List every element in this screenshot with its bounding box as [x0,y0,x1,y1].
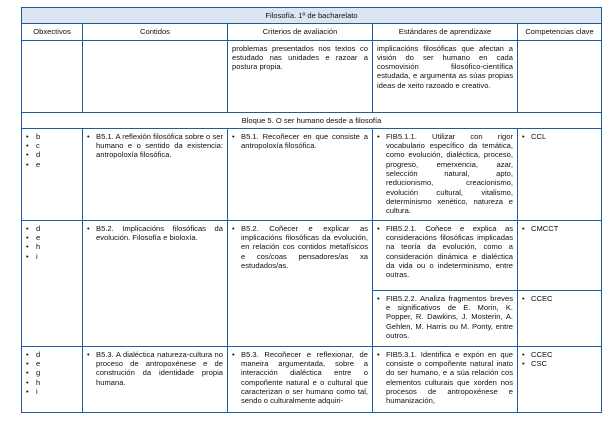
competences-cell [518,346,602,412]
contents-cell [83,346,228,412]
contents-cell [83,220,228,346]
criterion-cell [228,346,373,412]
table-title: Filosofía. 1º de bacharelato [22,8,602,24]
objectives-cell [22,220,83,346]
criterion-cell [228,128,373,220]
objectives-cell [22,128,83,220]
standard-cell [373,346,518,412]
objective-item: • c [26,141,78,150]
standard-text: • FIB5.2.2. Analiza fragmentos breves e significativos de E. Morin, K. Popper, R. Dawkins, J. Mosterin, A. Gehlen, M. Harris ou M. Ponty, entre outros. [377,294,513,340]
standard-text: • FIB5.1.1. Utilizar con rigor vocabulario específico da temática, como evolución, dialéctica, proceso, progreso, emerxencia, azar, selección natural, apto, reducionismo, creacionismo, evolución cultural, vitalismo, determinismo xenético, natureza e cultura. [377,132,513,216]
column-header-competences: Competencias clave [518,24,602,40]
objective-item: • b [26,132,78,141]
standard-cell [373,290,518,346]
table-row [22,346,602,412]
objective-item: • i [26,252,78,261]
continuation-competences [518,40,602,112]
continuation-criterion: problemas presentados nos textos co estudado nas unidades e razoar a postura propia. [228,40,373,112]
block-row [22,112,602,128]
objectives-cell [22,346,83,412]
contents-text: • B5.2. Implicacións filosóficas da evolución. Filosofía e bioloxía. [87,224,223,243]
continuation-contents [83,40,228,112]
contents-text: • B5.1. A reflexión filosófica sobre o ser humano e o sentido da existencia: antropoloxía filosófica. [87,132,223,160]
column-header-row [22,24,602,40]
continuation-row [22,40,602,112]
objective-item: • d [26,350,78,359]
curriculum-page [21,7,601,413]
column-header-standards: Estándares de aprendizaxe [373,24,518,40]
standard-cell [373,128,518,220]
standard-text: • FIB5.2.1. Coñece e explica as consideracións filosóficas implicadas na teoría da evolución, como a consideración dinámica e dialéctica da vida ou o indeterminismo, entre outras. [377,224,513,280]
objective-item: • h [26,242,78,251]
table-row [22,220,602,290]
competence-item: • CMCCT [522,224,597,233]
criterion-text: • B5.2. Coñecer e explicar as implicacións filosóficas da evolución, en relación cos contidos metafísicos e cos/coas pensadores/as xa estudados/as. [232,224,368,270]
contents-text: • B5.3. A dialéctica natureza-cultura no proceso de antropoxénese e de construción da identidade propia humana. [87,350,223,387]
objective-item: • h [26,378,78,387]
contents-cell [83,128,228,220]
curriculum-table [21,7,602,413]
objective-item: • e [26,233,78,242]
competence-item: • CSC [522,359,597,368]
objective-item: • e [26,160,78,169]
competence-item: • CCEC [522,350,597,359]
objective-item: • i [26,387,78,396]
criterion-cell [228,220,373,346]
title-row [22,8,602,24]
table-row [22,128,602,220]
standard-cell [373,220,518,290]
objective-item: • e [26,359,78,368]
competences-cell [518,290,602,346]
competence-item: • CCL [522,132,597,141]
objective-item: • g [26,368,78,377]
criterion-text: • B5.3. Recoñecer e reflexionar, de maneira argumentada, sobre a interacción dialéctica entre o compoñente natural e o cultural que caracterizan o ser humano como tal, sendo o culturalmente adquiri- [232,350,368,406]
objective-item: • d [26,224,78,233]
criterion-text: • B5.1. Recoñecer en que consiste a antropoloxía filosófica. [232,132,368,151]
column-header-criteria: Criterios de avaliación [228,24,373,40]
standard-text: • FIB5.3.1. Identifica e expón en que consiste o compoñente natural inato do ser humano, e a súa relación cos elementos culturais que xorden nos procesos de antropoxénese e humanización, [377,350,513,406]
column-header-contents: Contidos [83,24,228,40]
objective-item: • d [26,150,78,159]
continuation-standard: implicacións filosóficas que afectan a visión do ser humano en cada cosmovisión filosófico-científica estudada, e argumenta as súas propias ideas de xeito razoado e creativo. [373,40,518,112]
block-title: Bloque 5. O ser humano desde a filosofía [22,112,602,128]
competences-cell [518,220,602,290]
continuation-objectives [22,40,83,112]
competence-item: • CCEC [522,294,597,303]
column-header-objectives: Obxectivos [22,24,83,40]
competences-cell [518,128,602,220]
